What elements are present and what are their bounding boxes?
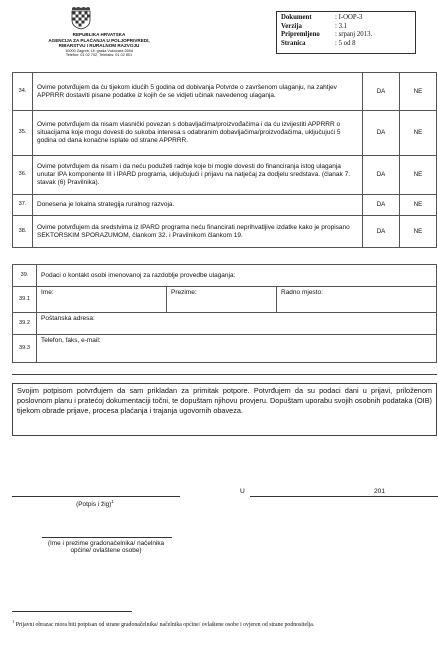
footnote-mark: 1 <box>12 619 15 624</box>
first-name-label: Ime: <box>41 289 54 296</box>
agency-phone: Telefon: 01 02 702, Telefaks: 01 02 801 <box>65 53 133 58</box>
croatian-coat-of-arms-icon <box>70 6 92 30</box>
meta-row-page <box>281 40 411 49</box>
phone-fax-email-field[interactable] <box>37 335 437 363</box>
statement-row <box>13 111 437 156</box>
statement-number: 37. <box>13 195 33 216</box>
contact-name-row <box>13 287 437 313</box>
statement-text: Donesena je lokalna strategija ruralnog razvoja. <box>33 195 363 216</box>
meta-key: Stranica <box>281 39 306 47</box>
job-title-field[interactable] <box>277 287 437 313</box>
meta-row-document <box>281 14 411 23</box>
footnote <box>12 618 434 629</box>
contact-address-row <box>13 313 437 335</box>
signature-caption <box>20 498 170 509</box>
statement-text: Ovime potvrđujem da nisam i da neću podužeti radnje koje bi mogle dovesti do financiranja istog ulaganja unutar IPA komponente III i IPARD programa, uključujući i prijavu na natječaj za dodjelu sredstava. (članak 7. stavak (6) Pravilnika). <box>33 156 363 195</box>
statement-number: 34. <box>13 73 33 111</box>
last-name-label: Prezime: <box>171 289 197 296</box>
name-caption-line: općine/ ovlaštene osobe) <box>70 547 142 555</box>
last-name-field[interactable] <box>167 287 277 313</box>
meta-row-prepared <box>281 31 411 40</box>
statement-text: Ovime potvrđujem da nisam vlasnički povezan s dobavljačima/proizvođačima i da ću izvijestiti APPRRR o situacijama koje mogu dovesti do sukoba interesa s odabranim dobavljačima/proizvođačima, uključujući 5 godina od dana konačne isplate od strane APPRRR. <box>33 111 363 156</box>
no-option[interactable]: NE <box>400 111 437 156</box>
yes-option[interactable]: DA <box>363 111 400 156</box>
name-caption <box>30 540 182 555</box>
signature-line[interactable] <box>12 496 180 497</box>
phone-fax-email-label: Telefon, faks, e-mail: <box>41 337 101 344</box>
statement-row <box>13 73 437 111</box>
yes-option[interactable]: DA <box>363 156 400 195</box>
agency-line: RIBARSTVU I RURALNOM RAZVOJU <box>58 43 140 49</box>
signature-label: (Potpis i žig) <box>76 501 112 509</box>
statement-number: 38. <box>13 216 33 248</box>
agency-address: 10000 Zagreb, Ul. grada Vukovara 269d <box>65 48 133 53</box>
contact-phone-row <box>13 335 437 363</box>
agency-name-block <box>36 32 162 58</box>
place-prefix: U <box>240 488 245 495</box>
statement-row <box>13 156 437 195</box>
yes-option[interactable]: DA <box>363 73 400 111</box>
statement-row <box>13 216 437 248</box>
footnote-rule <box>12 611 132 612</box>
meta-key: Verzija <box>281 22 302 30</box>
job-title-label: Radno mjesto: <box>281 289 323 296</box>
yes-option[interactable]: DA <box>363 216 400 248</box>
no-option[interactable]: NE <box>400 216 437 248</box>
postal-address-field[interactable] <box>37 313 437 335</box>
declaration-text: Svojim potpisom potvrđujem da sam prikladan za primitak potpore. Potvrđujem da su podaci dani u prijavi, priloženom poslovnom planu i pratećoj dokumentaciji točni, te dopuštam njihovu provjeru. Dopuštam uporabu svojih osobnih podataka (OIB) tijekom obrade prijave, procesa plaćanja i trajanja ugovornih obaveza. <box>12 384 437 436</box>
first-name-field[interactable] <box>37 287 167 313</box>
statement-text: Ovime potvrđujem da sredstvima iz IPARD programa neću financirati neprihvatljive izdatke kako je propisano SEKTORSKIM SPORAZUMOM, člankom 32. i Pravilnikom člankom 19. <box>33 216 363 248</box>
statement-row <box>13 195 437 216</box>
name-caption-line: (Ime i prezime gradonačelnika/ načelnika <box>47 540 165 547</box>
year-prefix: 201 <box>374 488 386 495</box>
no-option[interactable]: NE <box>400 156 437 195</box>
contact-heading: Podaci o kontakt osobi imenovanoj za razdoblje provedbe ulaganja: <box>37 265 437 287</box>
footnote-reference: 1 <box>111 499 114 504</box>
meta-key: Dokument <box>281 14 312 21</box>
contact-person-table <box>12 264 437 363</box>
meta-value: : srpanj 2013. <box>335 31 373 39</box>
statement-text: Ovime potvrđujem da ću tijekom idućih 5 godina od dobivanja Potvrde o završenom ulaganju, na zahtjev APPRRR dostaviti pisane podatke iz kojih će se vidjeti učinak navedenog ulaganja. <box>33 73 363 111</box>
place-date-line[interactable] <box>250 496 438 497</box>
contact-section-number: 39. <box>13 265 37 287</box>
yes-option[interactable]: DA <box>363 195 400 216</box>
document-meta-box <box>276 11 416 54</box>
footnote-text: Prijavni obrazac mora biti potpisan od strane gradonačelnika/ načelnika općine/ ovlaštene osobe i ovjeren od strane podnositelja. <box>15 621 315 628</box>
meta-key: Pripremljeno <box>281 31 320 39</box>
meta-row-version <box>281 23 411 32</box>
row-number: 39.3 <box>13 335 37 363</box>
no-option[interactable]: NE <box>400 195 437 216</box>
no-option[interactable]: NE <box>400 73 437 111</box>
postal-address-label: Poštanska adresa: <box>41 315 95 322</box>
name-line[interactable] <box>42 537 172 538</box>
meta-value: : I-OOP-3 <box>335 14 363 21</box>
agency-line: AGENCIJA ZA PLAĆANJA U POLJOPRIVREDI, <box>48 37 150 43</box>
statement-number: 36. <box>13 156 33 195</box>
meta-value: : 5 od 8 <box>335 39 356 47</box>
agency-line: REPUBLIKA HRVATSKA <box>72 32 126 37</box>
statement-number: 35. <box>13 111 33 156</box>
row-number: 39.1 <box>13 287 37 313</box>
row-number: 39.2 <box>13 313 37 335</box>
contact-heading-row <box>13 265 437 287</box>
statements-table <box>12 72 437 248</box>
section-divider <box>12 374 437 375</box>
meta-value: : 3.1 <box>335 22 348 30</box>
